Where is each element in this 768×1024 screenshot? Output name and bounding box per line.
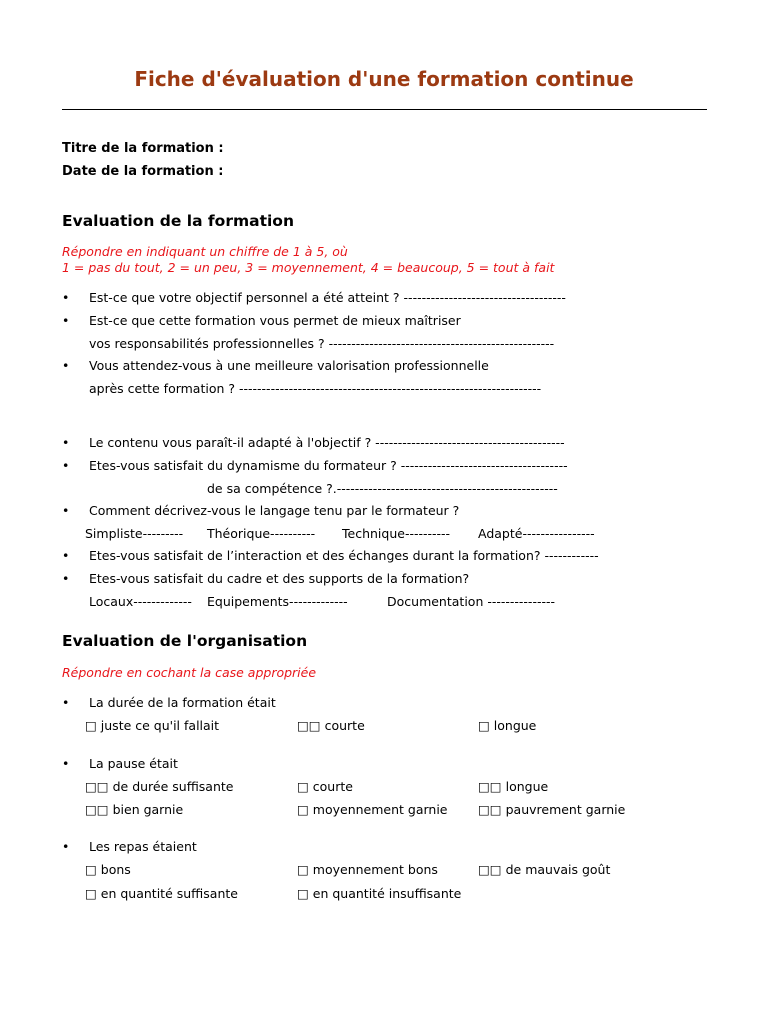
bullet: • <box>62 458 70 473</box>
page-title: Fiche d'évaluation d'une formation continue <box>134 67 634 91</box>
bullet: • <box>62 313 70 328</box>
question-meals: Les repas étaient <box>89 839 197 854</box>
question-dynamism: Etes-vous satisfait du dynamisme du formateur ? ------------------------------------- <box>89 458 568 473</box>
option-equipements: Equipements------------- <box>207 594 348 609</box>
bullet: • <box>62 839 70 854</box>
checkbox-break-long[interactable]: □□ longue <box>478 779 549 794</box>
question-objective: Est-ce que votre objectif personnel a été atteint ? ------------------------------------ <box>89 290 566 305</box>
question-duration: La durée de la formation était <box>89 695 276 710</box>
bullet: • <box>62 290 70 305</box>
rating-instruction-2: 1 = pas du tout, 2 = un peu, 3 = moyennement, 4 = beaucoup, 5 = tout à fait <box>62 260 555 275</box>
checkbox-instruction: Répondre en cochant la case appropriée <box>62 665 317 680</box>
checkbox-break-sufficient[interactable]: □□ de durée suffisante <box>85 779 234 794</box>
training-date-label: Date de la formation : <box>62 164 224 179</box>
checkbox-duration-just-right[interactable]: □ juste ce qu'il fallait <box>85 718 220 733</box>
checkbox-meals-insufficient-quantity[interactable]: □ en quantité insuffisante <box>297 886 462 901</box>
checkbox-meals-good[interactable]: □ bons <box>85 862 131 877</box>
bullet: • <box>62 435 70 450</box>
checkbox-break-moderately-stocked[interactable]: □ moyennement garnie <box>297 802 448 817</box>
option-locaux: Locaux------------- <box>89 594 192 609</box>
checkbox-meals-sufficient-quantity[interactable]: □ en quantité suffisante <box>85 886 238 901</box>
section-heading-organisation: Evaluation de l'organisation <box>62 632 308 650</box>
bullet: • <box>62 503 70 518</box>
training-title-label: Titre de la formation : <box>62 141 224 156</box>
option-simpliste: Simpliste--------- <box>85 526 184 541</box>
option-technique: Technique---------- <box>342 526 451 541</box>
checkbox-meals-bad-taste[interactable]: □□ de mauvais goût <box>478 862 611 877</box>
question-break: La pause était <box>89 756 178 771</box>
checkbox-duration-short[interactable]: □□ courte <box>297 718 365 733</box>
bullet: • <box>62 695 70 710</box>
bullet: • <box>62 548 70 563</box>
bullet: • <box>62 571 70 586</box>
question-mastery-cont: vos responsabilités professionnelles ? -------------------------------------------------- <box>89 336 555 351</box>
checkbox-meals-average[interactable]: □ moyennement bons <box>297 862 438 877</box>
option-documentation: Documentation --------------- <box>387 594 555 609</box>
question-content: Le contenu vous paraît-il adapté à l'objectif ? ------------------------------------------ <box>89 435 565 450</box>
option-theorique: Théorique---------- <box>207 526 316 541</box>
option-adapte: Adapté---------------- <box>478 526 595 541</box>
rating-instruction-1: Répondre en indiquant un chiffre de 1 à 5, où <box>62 244 348 259</box>
question-setting: Etes-vous satisfait du cadre et des supports de la formation? <box>89 571 470 586</box>
section-heading-formation: Evaluation de la formation <box>62 212 294 230</box>
question-mastery: Est-ce que cette formation vous permet de mieux maîtriser <box>89 313 461 328</box>
question-language: Comment décrivez-vous le langage tenu par le formateur ? <box>89 503 460 518</box>
checkbox-break-well-stocked[interactable]: □□ bien garnie <box>85 802 184 817</box>
bullet: • <box>62 358 70 373</box>
bullet: • <box>62 756 70 771</box>
question-valorisation-cont: après cette formation ? ------------------------------------------------------------------- <box>89 381 542 396</box>
checkbox-duration-long[interactable]: □ longue <box>478 718 537 733</box>
question-valorisation: Vous attendez-vous à une meilleure valorisation professionnelle <box>89 358 489 373</box>
title-divider <box>62 109 707 110</box>
question-competence: de sa compétence ?.------------------------------------------------- <box>207 481 558 496</box>
question-interaction: Etes-vous satisfait de l’interaction et des échanges durant la formation? ------------ <box>89 548 599 563</box>
checkbox-break-poorly-stocked[interactable]: □□ pauvrement garnie <box>478 802 626 817</box>
checkbox-break-short[interactable]: □ courte <box>297 779 353 794</box>
